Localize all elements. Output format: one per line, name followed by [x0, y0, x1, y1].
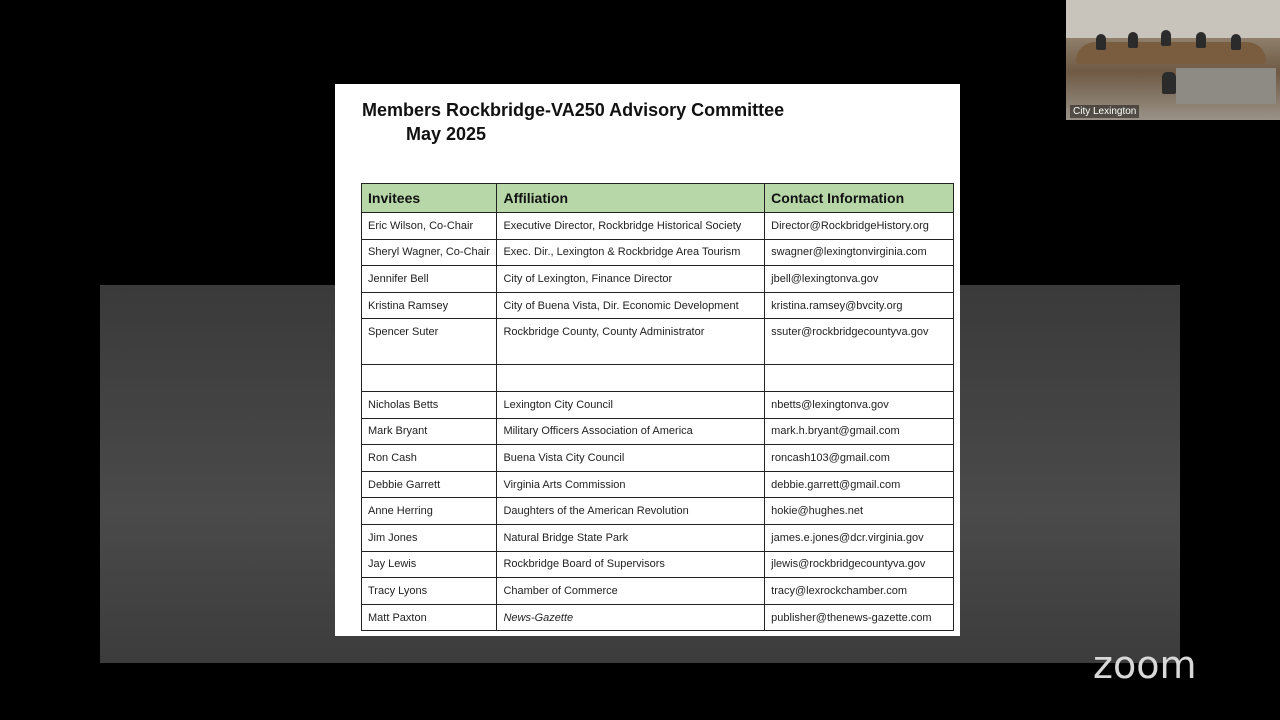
invitee-affiliation: Rockbridge Board of Supervisors: [497, 551, 765, 578]
table-row: [362, 445, 954, 472]
invitee-contact: jlewis@rockbridgecountyva.gov: [765, 551, 954, 578]
table-row-empty: [362, 365, 954, 392]
invitee-affiliation: [497, 365, 765, 392]
invitee-contact: swagner@lexingtonvirginia.com: [765, 239, 954, 266]
video-person: [1096, 34, 1106, 50]
table-row: [362, 604, 954, 631]
invitee-name: Sheryl Wagner, Co-Chair: [362, 239, 497, 266]
video-person: [1231, 34, 1241, 50]
header-contact: Contact Information: [765, 184, 954, 213]
invitee-name: Debbie Garrett: [362, 471, 497, 498]
participant-video-tile[interactable]: [1066, 0, 1280, 120]
table-row: [362, 551, 954, 578]
invitee-affiliation: Rockbridge County, County Administrator: [497, 319, 765, 365]
invitee-contact: james.e.jones@dcr.virginia.gov: [765, 524, 954, 551]
invitee-contact: nbetts@lexingtonva.gov: [765, 391, 954, 418]
table-row: [362, 418, 954, 445]
invitee-affiliation: Buena Vista City Council: [497, 445, 765, 472]
video-person: [1128, 32, 1138, 48]
video-seats: [1176, 68, 1276, 104]
invitee-affiliation: Chamber of Commerce: [497, 578, 765, 605]
invitee-affiliation: City of Buena Vista, Dir. Economic Development: [497, 292, 765, 319]
invitee-contact: ssuter@rockbridgecountyva.gov: [765, 319, 954, 365]
invitee-name: Nicholas Betts: [362, 391, 497, 418]
invitee-name: Matt Paxton: [362, 604, 497, 631]
video-person: [1196, 32, 1206, 48]
invitee-name: Spencer Suter: [362, 319, 497, 365]
shared-slide: [335, 84, 960, 636]
zoom-logo: zoom: [1093, 643, 1197, 687]
table-row: [362, 578, 954, 605]
table-row: [362, 524, 954, 551]
video-background: [1066, 0, 1280, 38]
invitee-affiliation: Exec. Dir., Lexington & Rockbridge Area Tourism: [497, 239, 765, 266]
table-row: [362, 319, 954, 365]
invitee-name: Jay Lewis: [362, 551, 497, 578]
invitee-name: [362, 365, 497, 392]
table-row: [362, 391, 954, 418]
header-affiliation: Affiliation: [497, 184, 765, 213]
invitee-affiliation: Military Officers Association of America: [497, 418, 765, 445]
invitee-affiliation: Virginia Arts Commission: [497, 471, 765, 498]
invitee-contact: tracy@lexrockchamber.com: [765, 578, 954, 605]
invitee-name: Jim Jones: [362, 524, 497, 551]
invitee-affiliation: Lexington City Council: [497, 391, 765, 418]
invitee-contact: publisher@thenews-gazette.com: [765, 604, 954, 631]
invitee-name: Kristina Ramsey: [362, 292, 497, 319]
video-person: [1161, 30, 1171, 46]
table-row: [362, 213, 954, 240]
invitee-affiliation: Natural Bridge State Park: [497, 524, 765, 551]
members-table: [361, 183, 954, 631]
video-person: [1162, 72, 1176, 94]
slide-subtitle: May 2025: [406, 124, 487, 144]
invitee-contact: kristina.ramsey@bvcity.org: [765, 292, 954, 319]
header-invitees: Invitees: [362, 184, 497, 213]
table-row: [362, 471, 954, 498]
invitee-contact: roncash103@gmail.com: [765, 445, 954, 472]
invitee-contact: [765, 365, 954, 392]
invitee-contact: jbell@lexingtonva.gov: [765, 266, 954, 293]
invitee-affiliation: Executive Director, Rockbridge Historical Society: [497, 213, 765, 240]
invitee-contact: mark.h.bryant@gmail.com: [765, 418, 954, 445]
table-row: [362, 266, 954, 293]
invitee-name: Mark Bryant: [362, 418, 497, 445]
table-row: [362, 498, 954, 525]
table-header-row: [362, 184, 954, 213]
invitee-contact: hokie@hughes.net: [765, 498, 954, 525]
invitee-name: Anne Herring: [362, 498, 497, 525]
invitee-affiliation: Daughters of the American Revolution: [497, 498, 765, 525]
table-row: [362, 239, 954, 266]
invitee-affiliation: News-Gazette: [497, 604, 765, 631]
invitee-contact: Director@RockbridgeHistory.org: [765, 213, 954, 240]
invitee-name: Ron Cash: [362, 445, 497, 472]
invitee-name: Eric Wilson, Co-Chair: [362, 213, 497, 240]
invitee-name: Tracy Lyons: [362, 578, 497, 605]
slide-title: Members Rockbridge-VA250 Advisory Committee: [362, 100, 785, 120]
table-row: [362, 292, 954, 319]
invitee-name: Jennifer Bell: [362, 266, 497, 293]
invitee-contact: debbie.garrett@gmail.com: [765, 471, 954, 498]
participant-name-label: City Lexington: [1070, 105, 1139, 118]
invitee-affiliation: City of Lexington, Finance Director: [497, 266, 765, 293]
